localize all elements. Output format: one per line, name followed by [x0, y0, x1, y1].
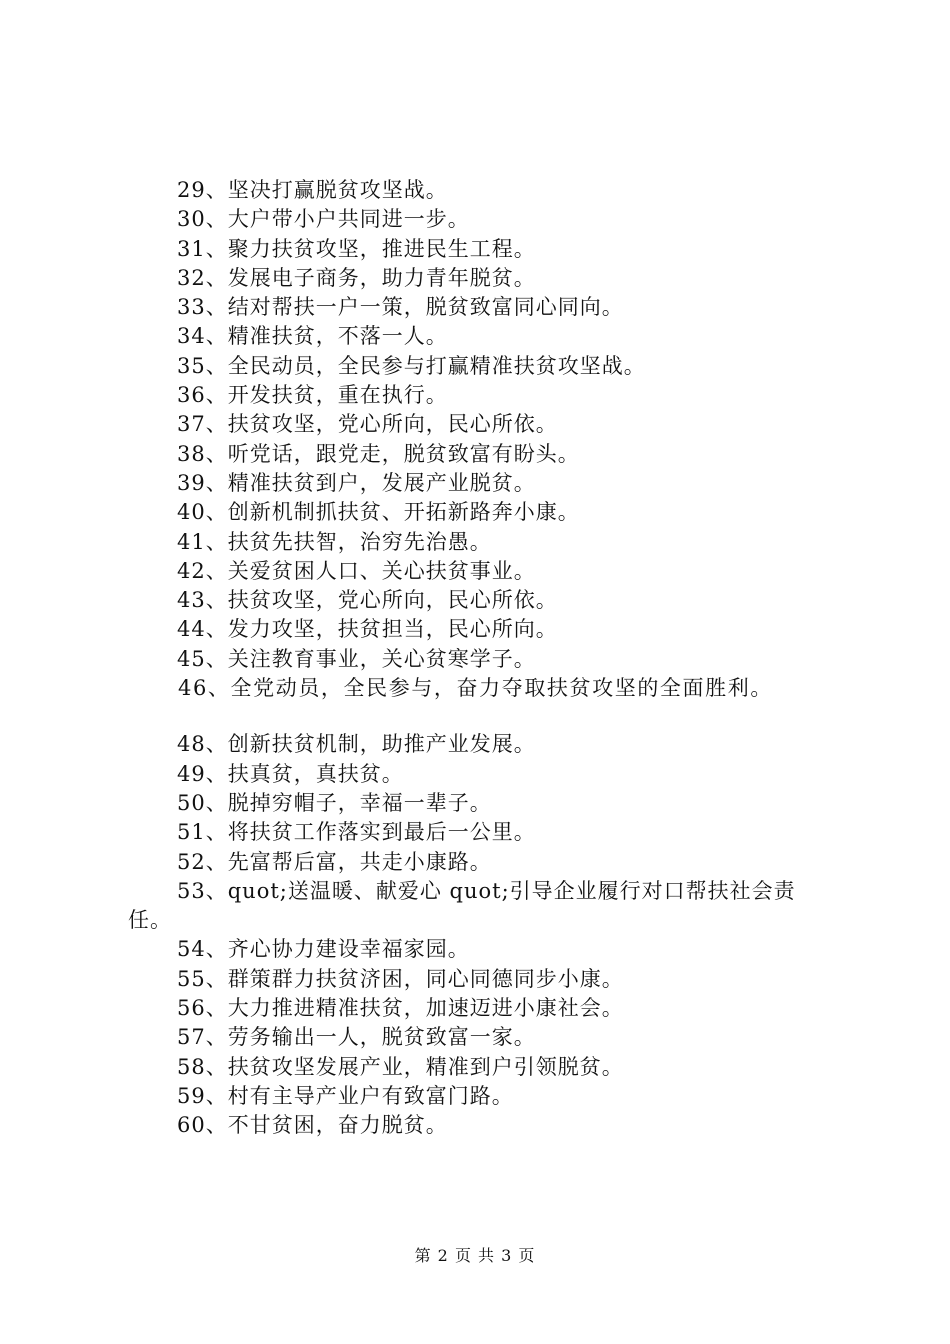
list-item: 45、关注教育事业，关心贫寒学子。	[177, 646, 536, 671]
list-item: 46、全党动员，全民参与，奋力夺取扶贫攻坚的全面胜利。	[178, 676, 773, 701]
list-item: 52、先富帮后富，共走小康路。	[177, 849, 492, 874]
list-item: 49、扶真贫，真扶贫。	[177, 761, 404, 786]
blank-line	[128, 703, 848, 730]
list-item: 51、将扶贫工作落实到最后一公里。	[177, 820, 536, 845]
list-item: 39、精准扶贫到户，发展产业脱贫。	[177, 470, 536, 495]
slogan-list	[128, 176, 848, 1141]
list-item: 54、齐心协力建设幸福家园。	[177, 937, 470, 962]
list-item: 56、大力推进精准扶贫，加速迈进小康社会。	[177, 996, 624, 1021]
list-item: 41、扶贫先扶智，治穷先治愚。	[177, 529, 492, 554]
list-item: 60、不甘贫困，奋力脱贫。	[177, 1113, 448, 1138]
page-footer: 第 2 页 共 3 页	[414, 1246, 536, 1265]
list-item: 38、听党话，跟党走，脱贫致富有盼头。	[177, 441, 580, 466]
list-item: 43、扶贫攻坚，党心所向，民心所依。	[177, 588, 558, 613]
list-item: 55、群策群力扶贫济困，同心同德同步小康。	[177, 966, 624, 991]
list-item: 58、扶贫攻坚发展产业，精准到户引领脱贫。	[177, 1054, 624, 1079]
list-item: 59、村有主导产业户有致富门路。	[177, 1083, 514, 1108]
list-item: 29、坚决打赢脱贫攻坚战。	[177, 178, 448, 202]
list-item: 32、发展电子商务，助力青年脱贫。	[177, 265, 536, 290]
list-item: 31、聚力扶贫攻坚，推进民生工程。	[177, 236, 536, 261]
list-item: 30、大户带小户共同进一步。	[177, 207, 470, 232]
list-item: 48、创新扶贫机制，助推产业发展。	[177, 732, 536, 757]
list-item: 33、结对帮扶一户一策，脱贫致富同心同向。	[177, 295, 624, 320]
list-item: 40、创新机制抓扶贫、开拓新路奔小康。	[177, 500, 580, 525]
list-item: 44、发力攻坚，扶贫担当，民心所向。	[177, 617, 558, 642]
list-item: 35、全民动员，全民参与打赢精准扶贫攻坚战。	[177, 353, 646, 378]
list-item: 57、劳务输出一人，脱贫致富一家。	[177, 1025, 536, 1050]
list-item: 36、开发扶贫，重在执行。	[177, 383, 448, 408]
list-item: 34、精准扶贫，不落一人。	[177, 324, 448, 349]
list-item: 37、扶贫攻坚，党心所向，民心所依。	[177, 412, 558, 437]
list-item: 50、脱掉穷帽子，幸福一辈子。	[177, 790, 492, 815]
list-item-wrapped: 53、quot;送温暖、献爱心 quot;引导企业履行对口帮扶社会责任。	[128, 878, 796, 933]
list-item: 42、关爱贫困人口、关心扶贫事业。	[177, 558, 536, 583]
